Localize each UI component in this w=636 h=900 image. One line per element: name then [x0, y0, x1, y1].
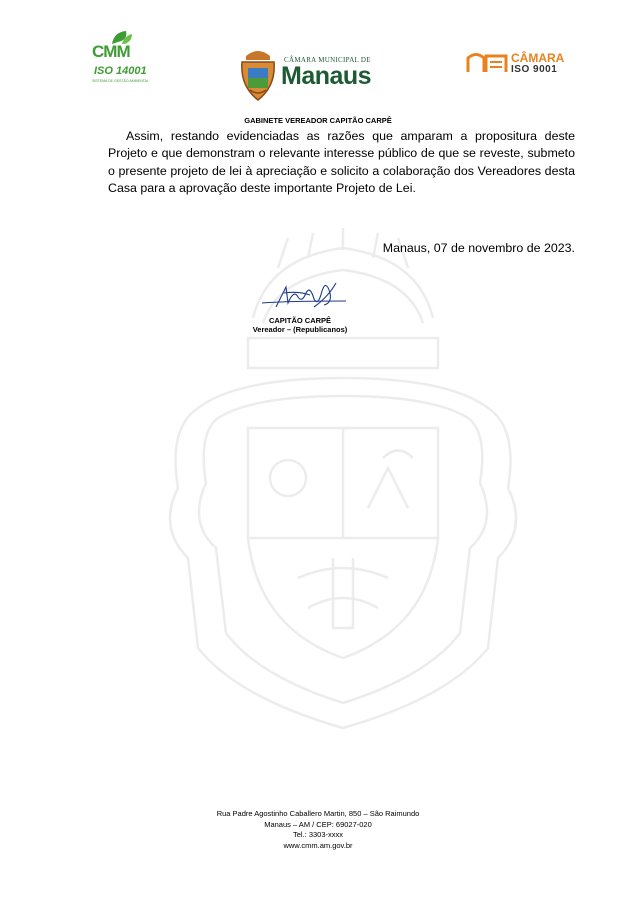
- footer: [0, 809, 636, 851]
- signer-name: CAPITÃO CARPÊ: [268, 316, 332, 325]
- footer-website: www.cmm.am.gov.br: [283, 840, 353, 850]
- cmm-iso14001-logo: [88, 30, 150, 86]
- footer-address: Rua Padre Agostinho Caballero Martin, 850 – São Raimundo: [216, 809, 420, 818]
- seal-icon: [238, 46, 278, 102]
- cmm-text: CMM: [92, 42, 130, 61]
- office-heading: GABINETE VEREADOR CAPITÃO CARPÊ: [244, 116, 392, 125]
- camara-manaus-logo: [238, 46, 398, 106]
- iso14001-text: ISO 14001: [94, 65, 147, 77]
- camara-iso9001-logo: [466, 52, 576, 78]
- building-icon: [466, 52, 508, 74]
- footer-phone: Tel.: 3303-xxxx: [292, 830, 344, 839]
- cmm-subtitle: SISTEMA DE GESTÃO AMBIENTAL: [92, 79, 149, 83]
- footer-city: Manaus – AM / CEP: 69027-020: [264, 819, 372, 829]
- signer-role: Vereador – (Republicanos): [252, 325, 348, 334]
- manaus-text: Manaus: [281, 62, 372, 90]
- handwritten-signature: [258, 277, 350, 313]
- body-paragraph: Assim, restando evidenciadas as razões que amparam a propositura deste Projeto e que demonstram o relevante interesse público de que se reveste, submeto o presente projeto de lei à apreciação e solicito a colaboração dos Vereadores desta Casa para a aprovação deste importante Projeto de Lei.: [108, 129, 575, 195]
- iso9001-text: ISO 9001: [511, 64, 558, 75]
- document-date: Manaus, 07 de novembro de 2023.: [382, 241, 575, 255]
- camara-municipal-text: CÂMARA MUNICIPAL DE: [284, 56, 371, 64]
- camara-text: CÂMARA: [511, 51, 565, 65]
